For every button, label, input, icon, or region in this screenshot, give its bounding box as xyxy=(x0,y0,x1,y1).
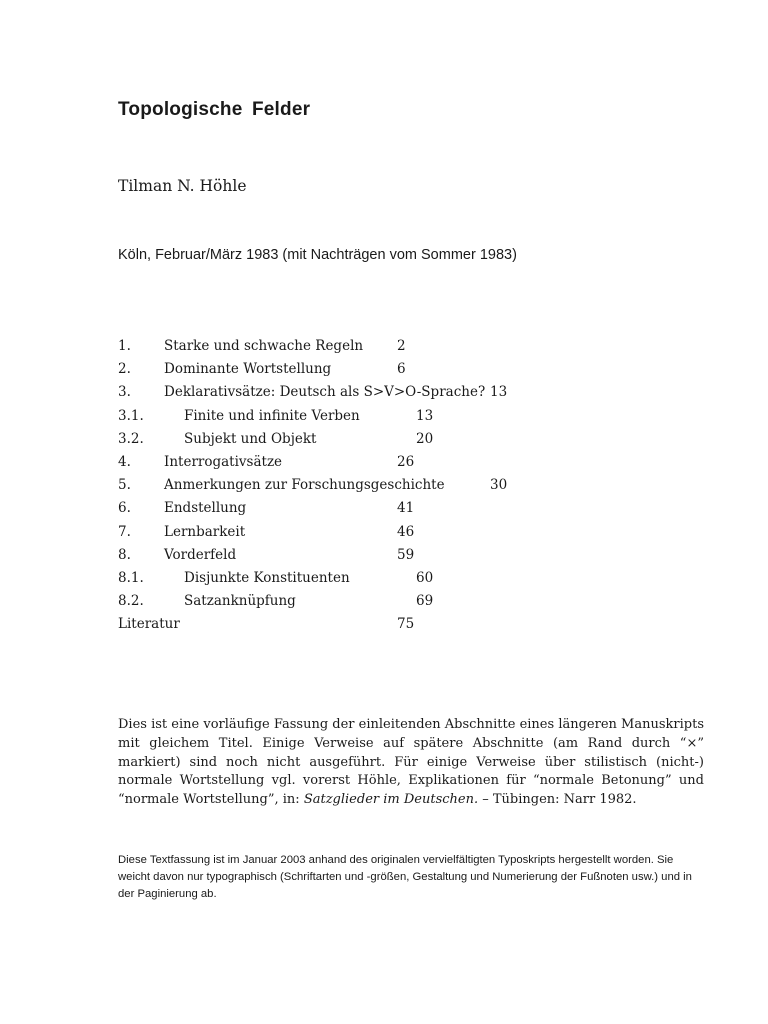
footer-note: Diese Textfassung ist im Januar 2003 anhand des originalen vervielfältigten Typoskripts hergestellt worden. Sie weicht davon nur typographisch (Schriftarten und -größen, Gestaltung und Numerierung der Fußnoten usw.) und in der Paginierung ab. xyxy=(118,854,692,900)
toc-page: 46 xyxy=(397,523,415,540)
toc-page: 30 xyxy=(490,477,508,494)
toc-number: 7. xyxy=(118,523,131,540)
toc-entry xyxy=(118,591,538,614)
author-name: Tilman N. Höhle xyxy=(118,177,247,195)
table-of-contents xyxy=(118,336,538,637)
toc-entry xyxy=(118,498,538,521)
toc-title: Starke und schwache Regeln xyxy=(164,338,364,354)
toc-page: 20 xyxy=(416,430,434,447)
toc-entry xyxy=(118,406,538,429)
toc-number: 8. xyxy=(118,546,131,563)
toc-title: Deklarativsätze: Deutsch als S>V>O-Sprache? xyxy=(164,384,486,401)
toc-number: 1. xyxy=(118,338,131,354)
toc-entry xyxy=(118,522,538,545)
toc-number: 6. xyxy=(118,500,131,517)
note-text: Dies ist eine vorläufige Fassung der einleitenden Abschnitte eines längeren Manuskripts mit gleichem Titel. Einige Verweise auf spätere Abschnitte (am Rand durch “×” markiert) sind noch nicht ausgeführt. Für einige Verweise über stilistisch (nicht-) normale Wortstellung vgl. vorerst Höhle, Explikationen für “normale Betonung” und “normale Wortstellung”, in: xyxy=(118,717,704,808)
toc-title: Endstellung xyxy=(164,500,247,517)
toc-page: 13 xyxy=(490,384,508,401)
toc-page: 60 xyxy=(416,569,434,586)
toc-entry xyxy=(118,336,538,359)
dateline: Köln, Februar/März 1983 (mit Nachträgen vom Sommer 1983) xyxy=(118,247,517,263)
toc-title: Dominante Wortstellung xyxy=(164,361,332,378)
toc-title: Subjekt und Objekt xyxy=(184,430,317,447)
toc-page: 6 xyxy=(397,361,406,378)
toc-title: Vorderfeld xyxy=(164,546,237,563)
toc-title: Anmerkungen zur Forschungsgeschichte xyxy=(164,477,445,494)
toc-number: 3.1. xyxy=(118,407,144,424)
page-title: Topologische Felder xyxy=(118,99,311,120)
toc-title: Satzanknüpfung xyxy=(184,593,296,610)
toc-number: 3. xyxy=(118,384,131,401)
toc-title: Literatur xyxy=(118,616,180,633)
toc-entry xyxy=(118,545,538,568)
toc-page: 13 xyxy=(416,407,434,424)
toc-entry xyxy=(118,614,538,637)
toc-entry xyxy=(118,429,538,452)
toc-number: 8.1. xyxy=(118,569,144,586)
toc-entry xyxy=(118,475,538,498)
toc-page: 26 xyxy=(397,453,415,470)
toc-title: Disjunkte Konstituenten xyxy=(184,569,350,586)
toc-number: 8.2. xyxy=(118,593,144,610)
toc-number: 3.2. xyxy=(118,430,144,447)
toc-entry xyxy=(118,359,538,382)
toc-number: 5. xyxy=(118,477,131,494)
toc-title: Interrogativsätze xyxy=(164,453,283,470)
toc-entry xyxy=(118,382,538,405)
note-publisher: – Tübingen: Narr 1982. xyxy=(482,792,637,808)
toc-entry xyxy=(118,452,538,475)
toc-page: 41 xyxy=(397,500,415,517)
note-book-title: Satzglieder im Deutschen. xyxy=(303,792,479,808)
toc-title: Finite und infinite Verben xyxy=(184,407,360,424)
toc-entry xyxy=(118,568,538,591)
toc-page: 2 xyxy=(397,338,406,354)
toc-page: 75 xyxy=(397,616,415,633)
toc-number: 4. xyxy=(118,453,131,470)
preliminary-note xyxy=(118,716,704,810)
toc-title: Lernbarkeit xyxy=(164,523,246,540)
toc-page: 69 xyxy=(416,593,434,610)
toc-page: 59 xyxy=(397,546,415,563)
toc-number: 2. xyxy=(118,361,131,378)
